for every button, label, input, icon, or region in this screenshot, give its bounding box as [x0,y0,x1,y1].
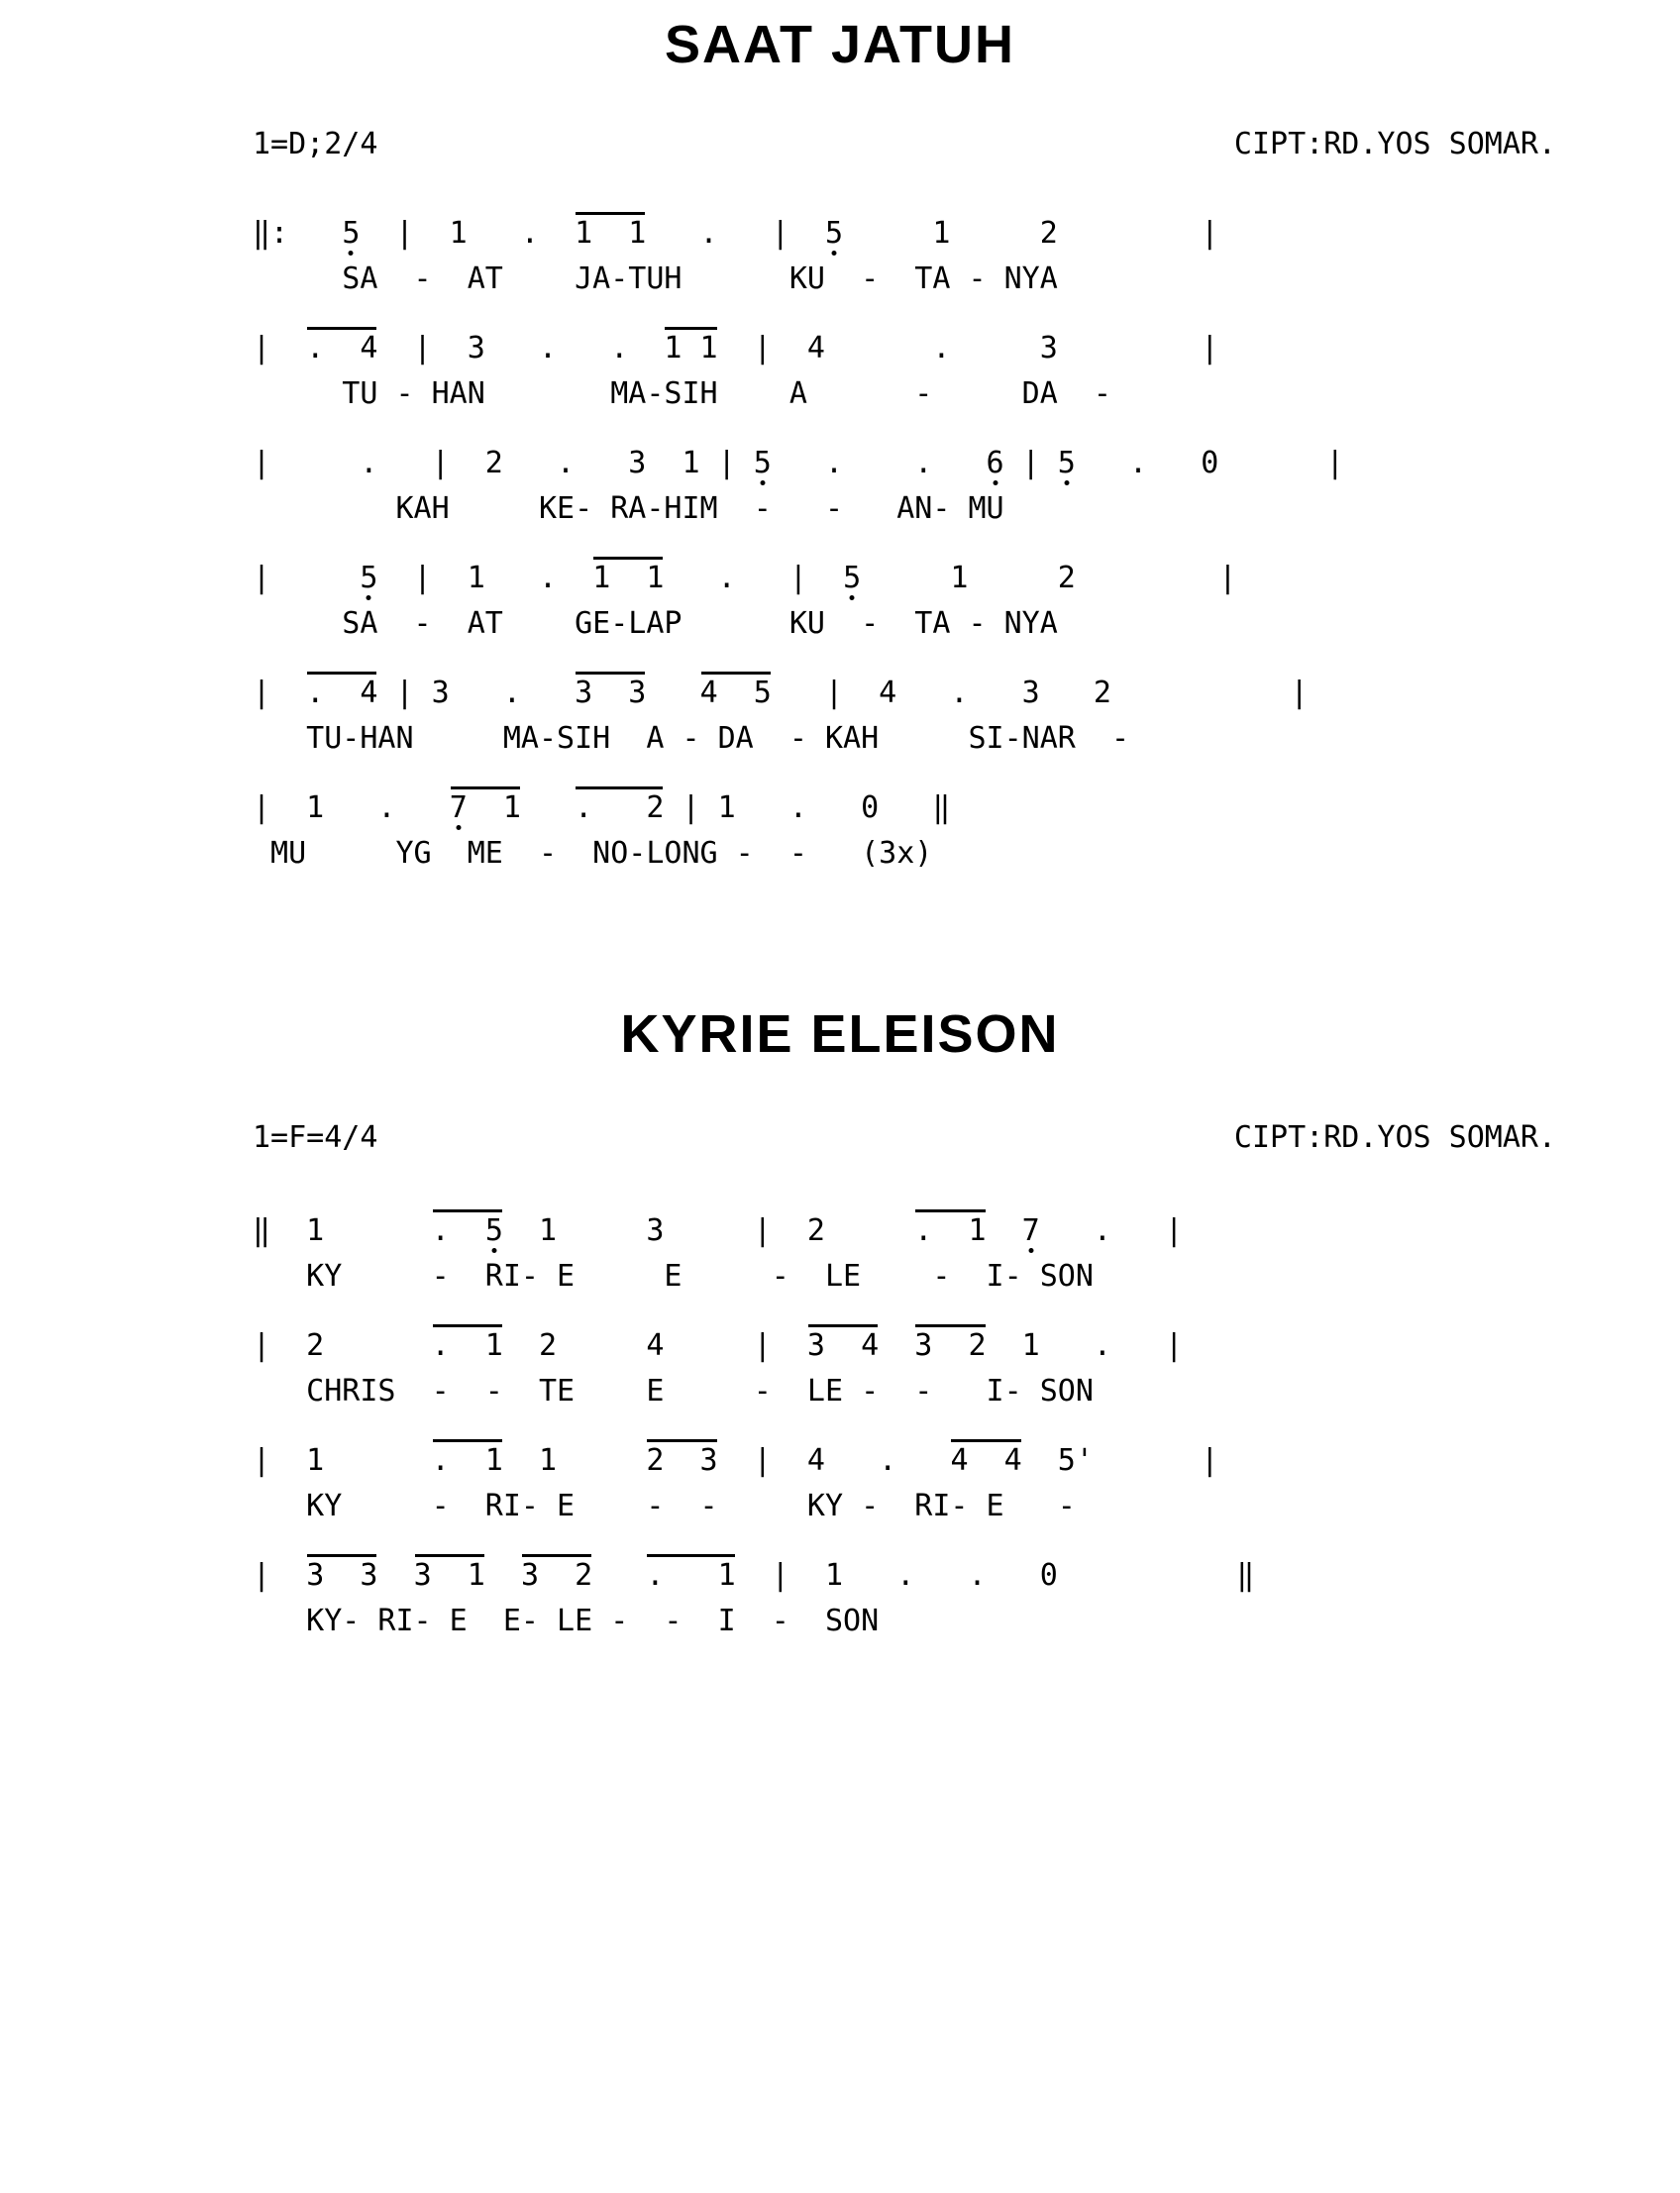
lyric-line: SA - AT GE-LAP KU - TA - NYA [253,606,1058,641]
meta-row-kyrie-eleison [0,1120,1680,1155]
music-system [253,676,1680,768]
music-system [253,1443,1680,1535]
staff-saat-jatuh [0,216,1680,883]
notation-line: | . 4 | 3 . 3 3 4 5 | 4 . 3 2 | [253,676,1309,710]
notation-line: | 1 . 7 1 . 2 | 1 . 0 ‖ [253,790,951,825]
lyric-line: TU-HAN MA-SIH A - DA - KAH SI-NAR - [253,721,1130,756]
lyric-line: KY- RI- E E- LE - - I - SON [253,1604,880,1638]
lyric-line: TU - HAN MA-SIH A - DA - [253,376,1111,411]
notation-line: ‖: 5 | 1 . 1 1 . | 5 1 2 | [253,216,1219,251]
song-kyrie-eleison [0,1003,1680,1650]
music-system [253,331,1680,423]
notation-line: | 1 . 1 1 2 3 | 4 . 4 4 5' | [253,1443,1219,1478]
music-system [253,1328,1680,1420]
lyric-line: MU YG ME - NO-LONG - - (3x) [253,836,933,871]
lyric-line: KY - RI- E - - KY - RI- E - [253,1489,1076,1523]
notation-line: ‖ 1 . 5 1 3 | 2 . 1 7 . | [253,1213,1184,1248]
lyric-line: SA - AT JA-TUH KU - TA - NYA [253,261,1058,296]
music-system [253,446,1680,538]
lyric-line: CHRIS - - TE E - LE - - I- SON [253,1374,1094,1409]
sheet-music-page [0,14,1680,2193]
key-meter-saat-jatuh: 1=D;2/4 [253,127,378,161]
notation-line: | . 4 | 3 . . 1 1 | 4 . 3 | [253,331,1219,366]
music-system [253,790,1680,883]
song-separator [0,908,1680,1003]
song-saat-jatuh [0,14,1680,883]
key-meter-kyrie-eleison: 1=F=4/4 [253,1120,378,1155]
lyric-line: KY - RI- E E - LE - I- SON [253,1259,1094,1294]
music-system [253,216,1680,308]
page-title-kyrie-eleison: KYRIE ELEISON [620,1004,1060,1064]
music-system [253,1558,1680,1650]
meta-row-saat-jatuh [0,127,1680,161]
notation-line: | . | 2 . 3 1 | 5 . . 6 | 5 . 0 | [253,446,1344,480]
lyric-line: KAH KE- RA-HIM - - AN- MU [253,491,1004,526]
music-system [253,561,1680,653]
notation-line: | 3 3 3 1 3 2 . 1 | 1 . . 0 ‖ [253,1558,1255,1593]
composer-saat-jatuh: CIPT:RD.YOS SOMAR. [1233,127,1556,161]
staff-kyrie-eleison [0,1213,1680,1650]
page-title-saat-jatuh: SAAT JATUH [665,15,1015,74]
music-system [253,1213,1680,1305]
notation-line: | 2 . 1 2 4 | 3 4 3 2 1 . | [253,1328,1184,1363]
notation-line: | 5 | 1 . 1 1 . | 5 1 2 | [253,561,1237,595]
composer-kyrie-eleison: CIPT:RD.YOS SOMAR. [1233,1120,1556,1155]
